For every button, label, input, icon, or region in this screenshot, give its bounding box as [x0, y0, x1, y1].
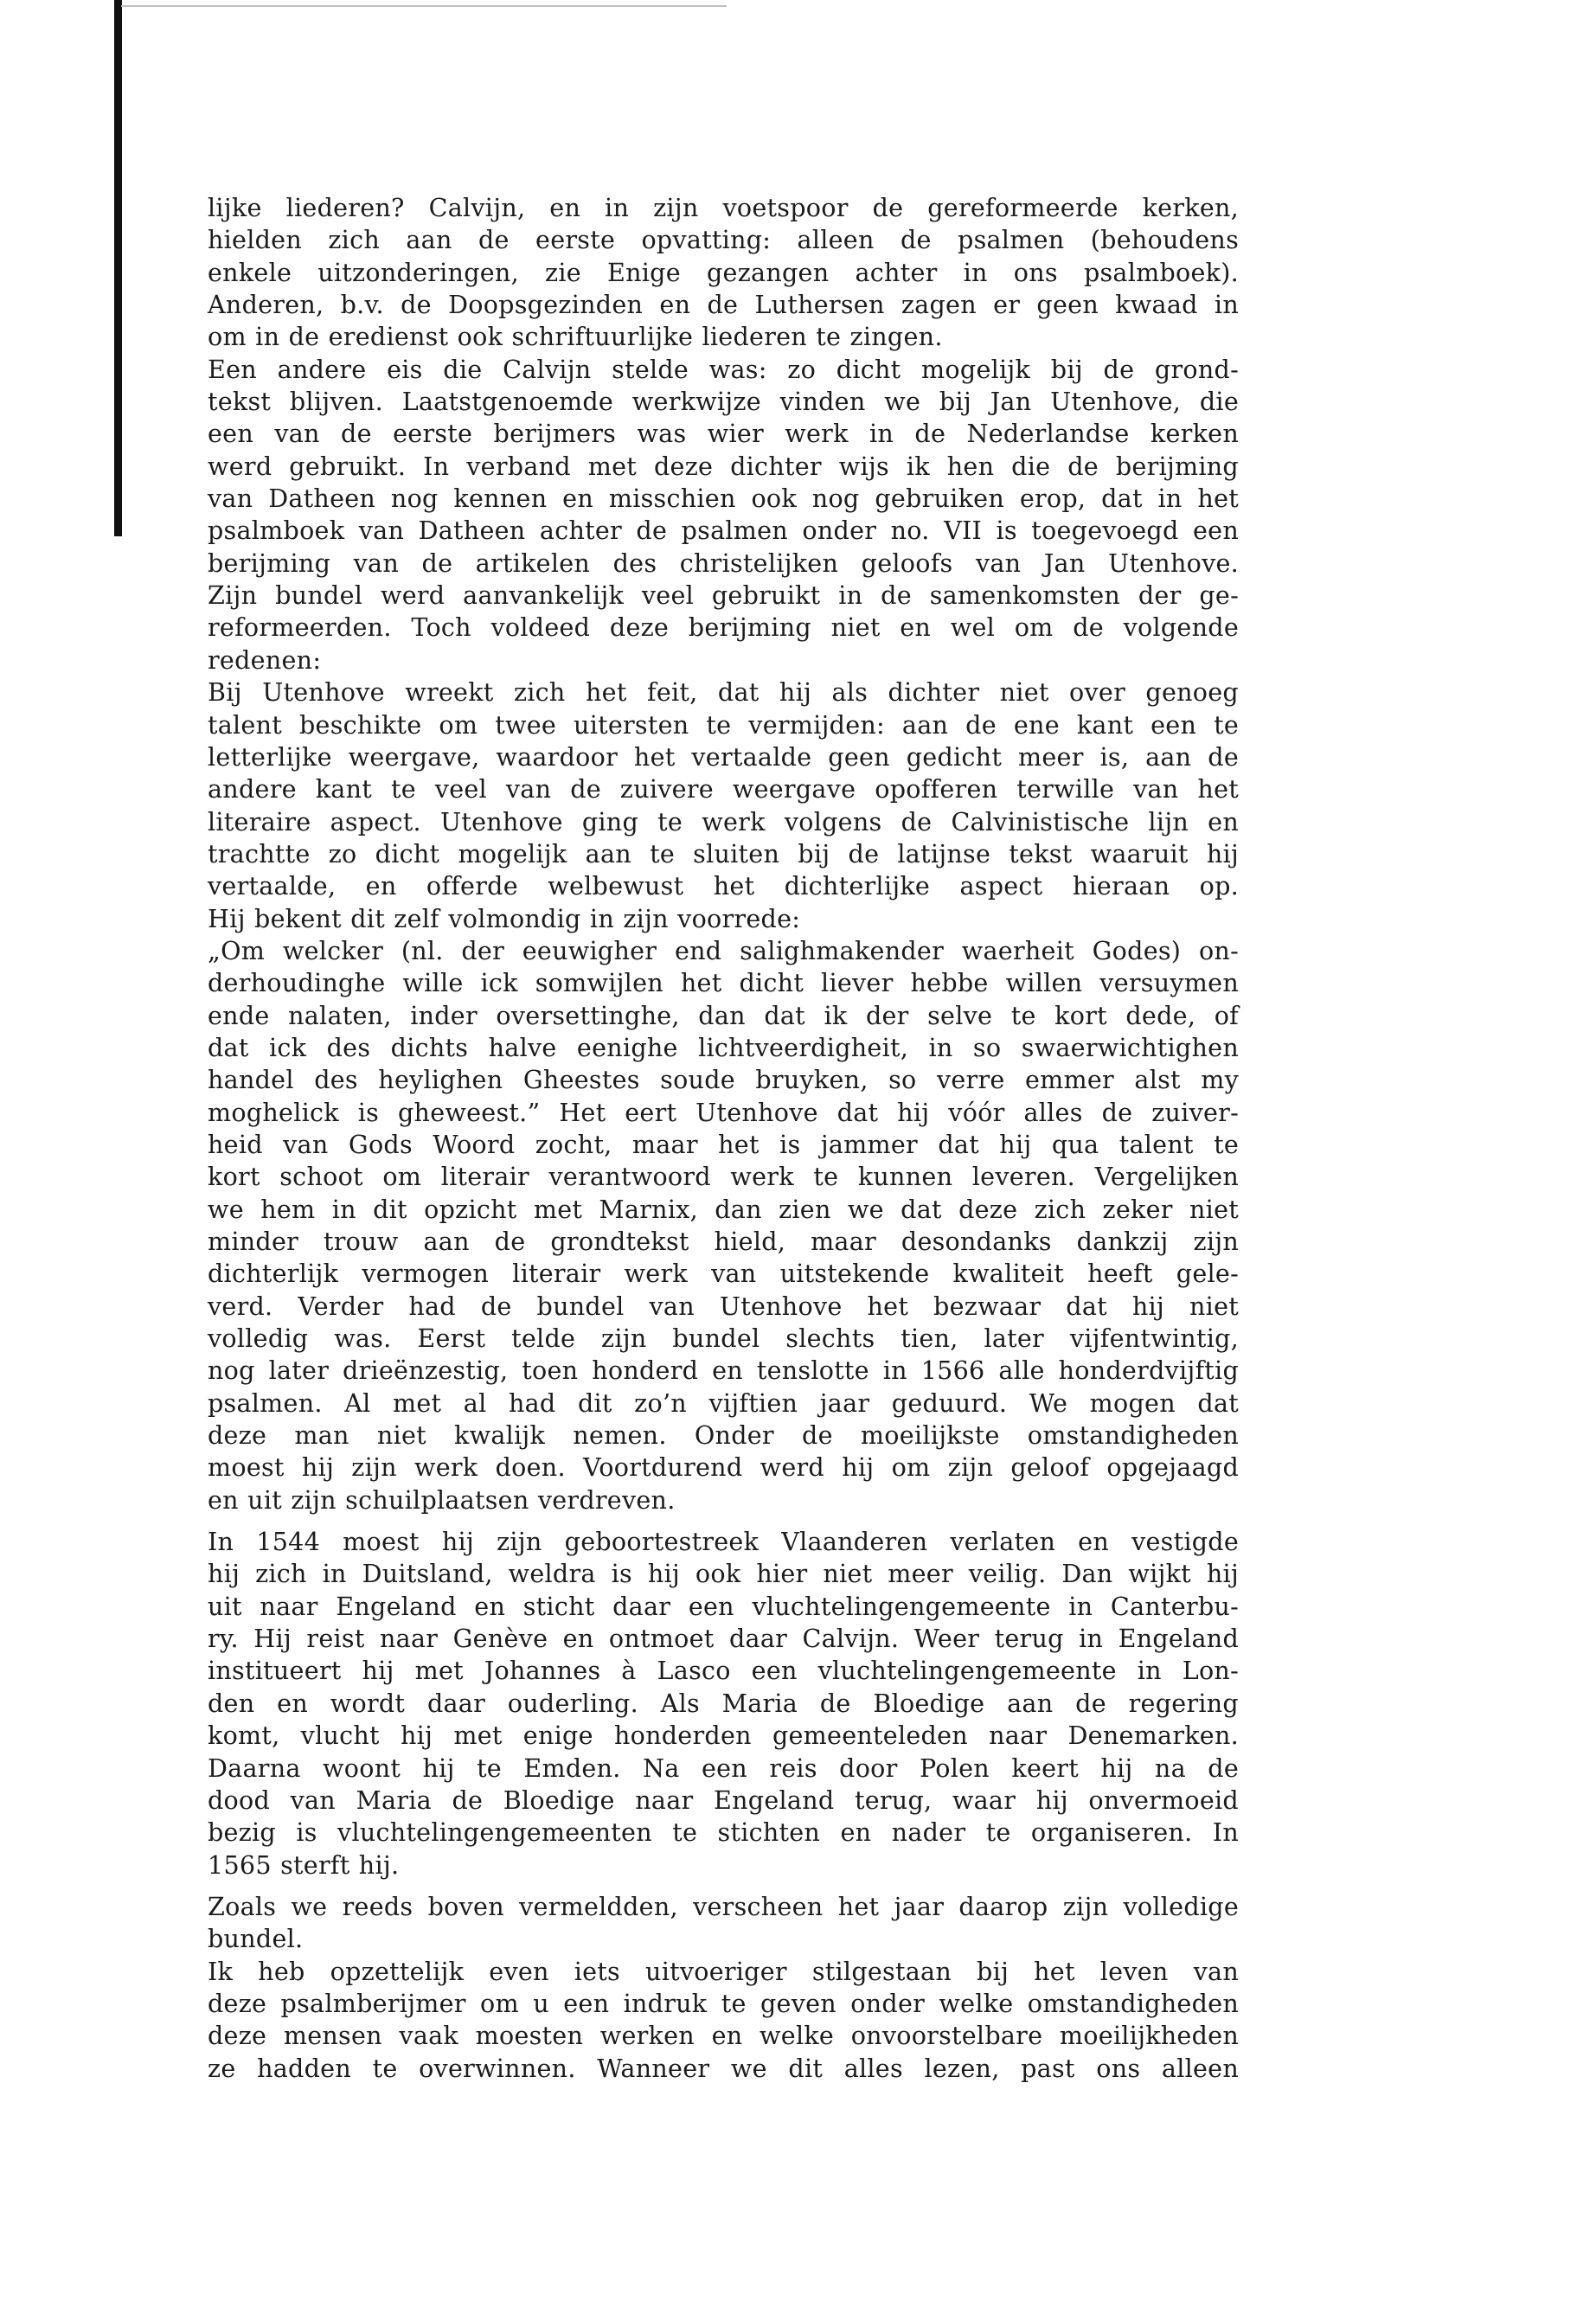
- text-line: uit naar Engeland en sticht daar een vluchtelingengemeente in Canterbu-: [208, 1591, 1239, 1621]
- text-line: we hem in dit opzicht met Marnix, dan zien we dat deze zich zeker niet: [208, 1194, 1239, 1224]
- paragraph: [208, 1891, 1239, 1956]
- text-line: moest hij zijn werk doen. Voortdurend werd hij om zijn geloof opgejaagd: [208, 1452, 1239, 1483]
- paragraph: [208, 354, 1239, 676]
- paragraph: [208, 676, 1239, 935]
- paragraph: [208, 1956, 1239, 2085]
- text-line: 1565 sterft hij.: [208, 1849, 400, 1880]
- text-line: Anderen, b.v. de Doopsgezinden en de Luthersen zagen er geen kwaad in: [208, 290, 1239, 320]
- text-line: dichterlijk vermogen literair werk van uitstekende kwaliteit heeft gele-: [208, 1259, 1239, 1289]
- text-line: ze hadden te overwinnen. Wanneer we dit alles lezen, past ons alleen: [208, 2053, 1239, 2083]
- text-line: van Datheen nog kennen en misschien ook nog gebruiken erop, dat in het: [208, 484, 1239, 514]
- text-line: talent beschikte om twee uitersten te vermijden: aan de ene kant een te: [208, 709, 1239, 740]
- text-line: kort schoot om literair verantwoord werk te kunnen leveren. Vergelijken: [208, 1162, 1239, 1192]
- text-line: hij zich in Duitsland, weldra is hij ook hier niet meer veilig. Dan wijkt hij: [208, 1559, 1239, 1589]
- text-line: Zijn bundel werd aanvankelijk veel gebruikt in de samenkomsten der ge-: [208, 580, 1239, 611]
- text-line: institueert hij met Johannes à Lasco een vluchtelingengemeente in Lon-: [208, 1656, 1239, 1686]
- paragraph: [208, 192, 1239, 354]
- text-line: nog later drieënzestig, toen honderd en tenslotte in 1566 alle honderdvijftig: [208, 1356, 1239, 1386]
- text-line: een van de eerste berijmers was wier werk in de Nederlandse kerken: [208, 419, 1239, 449]
- text-line: dat ick des dichts halve eenighe lichtveerdigheit, in so swaerwichtighen: [208, 1032, 1239, 1062]
- text-line: berijming van de artikelen des christelijken geloofs van Jan Utenhove.: [208, 548, 1239, 578]
- text-line: reformeerden. Toch voldeed deze berijming niet en wel om de volgende: [208, 612, 1239, 643]
- text-line: werd gebruikt. In verband met deze dichter wijs ik hen die de berijming: [208, 451, 1239, 481]
- text-line: Een andere eis die Calvijn stelde was: zo dicht mogelijk bij de grond-: [208, 354, 1239, 384]
- text-line: deze man niet kwalijk nemen. Onder de moeilijkste omstandigheden: [208, 1420, 1239, 1451]
- text-line: trachtte zo dicht mogelijk aan te sluiten bij de latijnse tekst waaruit hij: [208, 838, 1239, 868]
- text-line: moghelick is gheweest.” Het eert Utenhove dat hij vóór alles de zuiver-: [208, 1097, 1239, 1127]
- text-line: „Om welcker (nl. der eeuwigher end salighmakender waerheit Godes) on-: [208, 935, 1239, 965]
- text-line: letterlijke weergave, waardoor het vertaalde geen gedicht meer is, aan de: [208, 741, 1239, 772]
- text-line: verd. Verder had de bundel van Utenhove het bezwaar dat hij niet: [208, 1291, 1239, 1321]
- text-line: andere kant te veel van de zuivere weergave opofferen terwille van het: [208, 774, 1239, 804]
- text-line: komt, vlucht hij met enige honderden gemeenteleden naar Denemarken.: [208, 1721, 1239, 1751]
- text-line: vertaalde, en offerde welbewust het dichterlijke aspect hieraan op.: [208, 871, 1239, 901]
- document-body: [208, 192, 1239, 2085]
- text-line: In 1544 moest hij zijn geboortestreek Vlaanderen verlaten en vestigde: [208, 1527, 1239, 1557]
- text-line: en uit zijn schuilplaatsen verdreven.: [208, 1484, 676, 1515]
- text-line: Daarna woont hij te Emden. Na een reis door Polen keert hij na de: [208, 1753, 1239, 1783]
- text-line: volledig was. Eerst telde zijn bundel slechts tien, later vijfentwintig,: [208, 1324, 1239, 1354]
- text-line: Ik heb opzettelijk even iets uitvoeriger stilgestaan bij het leven van: [208, 1956, 1239, 1986]
- text-line: deze mensen vaak moesten werken en welke onvoorstelbare moeilijkheden: [208, 2021, 1239, 2051]
- scan-binding-edge: [114, 0, 122, 536]
- text-line: minder trouw aan de grondtekst hield, maar desondanks dankzij zijn: [208, 1227, 1239, 1256]
- text-line: heid van Gods Woord zocht, maar het is jammer dat hij qua talent te: [208, 1129, 1239, 1159]
- text-line: dood van Maria de Bloedige naar Engeland terug, waar hij onvermoeid: [208, 1785, 1239, 1815]
- text-line: derhoudinghe wille ick somwijlen het dicht liever hebbe willen versuymen: [208, 968, 1239, 998]
- text-line: handel des heylighen Gheestes soude bruyken, so verre emmer alst my: [208, 1065, 1239, 1095]
- text-line: psalmen. Al met al had dit zo’n vijftien jaar geduurd. We mogen dat: [208, 1388, 1239, 1418]
- text-line: psalmboek van Datheen achter de psalmen onder no. VII is toegevoegd een: [208, 516, 1239, 546]
- paragraph: [208, 935, 1239, 1516]
- text-line: ende nalaten, inder oversettinghe, dan dat ik der selve te kort dede, of: [208, 1000, 1239, 1030]
- text-line: lijke liederen? Calvijn, en in zijn voetspoor de gereformeerde kerken,: [208, 193, 1239, 222]
- text-line: Zoals we reeds boven vermeldden, verscheen het jaar daarop zijn volledige: [208, 1891, 1239, 1921]
- text-line: literaire aspect. Utenhove ging te werk volgens de Calvinistische lijn en: [208, 806, 1239, 836]
- text-line: tekst blijven. Laatstgenoemde werkwijze vinden we bij Jan Utenhove, die: [208, 387, 1239, 417]
- text-line: bezig is vluchtelingengemeenten te stichten en nader te organiseren. In: [208, 1817, 1239, 1848]
- text-line: Hij bekent dit zelf volmondig in zijn voorrede:: [208, 903, 801, 933]
- text-line: deze psalmberijmer om u een indruk te geven onder welke omstandigheden: [208, 1988, 1239, 2018]
- text-line: enkele uitzonderingen, zie Enige gezangen achter in ons psalmboek).: [208, 257, 1239, 287]
- text-line: om in de eredienst ook schriftuurlijke liederen te zingen.: [208, 322, 943, 352]
- paragraph: [208, 1526, 1239, 1881]
- text-line: hielden zich aan de eerste opvatting: alleen de psalmen (behoudens: [208, 225, 1239, 255]
- text-line: bundel.: [208, 1924, 304, 1954]
- scan-top-rule: [121, 5, 727, 7]
- text-line: Bij Utenhove wreekt zich het feit, dat hij als dichter niet over genoeg: [208, 677, 1239, 708]
- text-line: redenen:: [208, 644, 322, 675]
- text-line: den en wordt daar ouderling. Als Maria de Bloedige aan de regering: [208, 1688, 1239, 1718]
- text-line: ry. Hij reist naar Genève en ontmoet daar Calvijn. Weer terug in Engeland: [208, 1624, 1239, 1654]
